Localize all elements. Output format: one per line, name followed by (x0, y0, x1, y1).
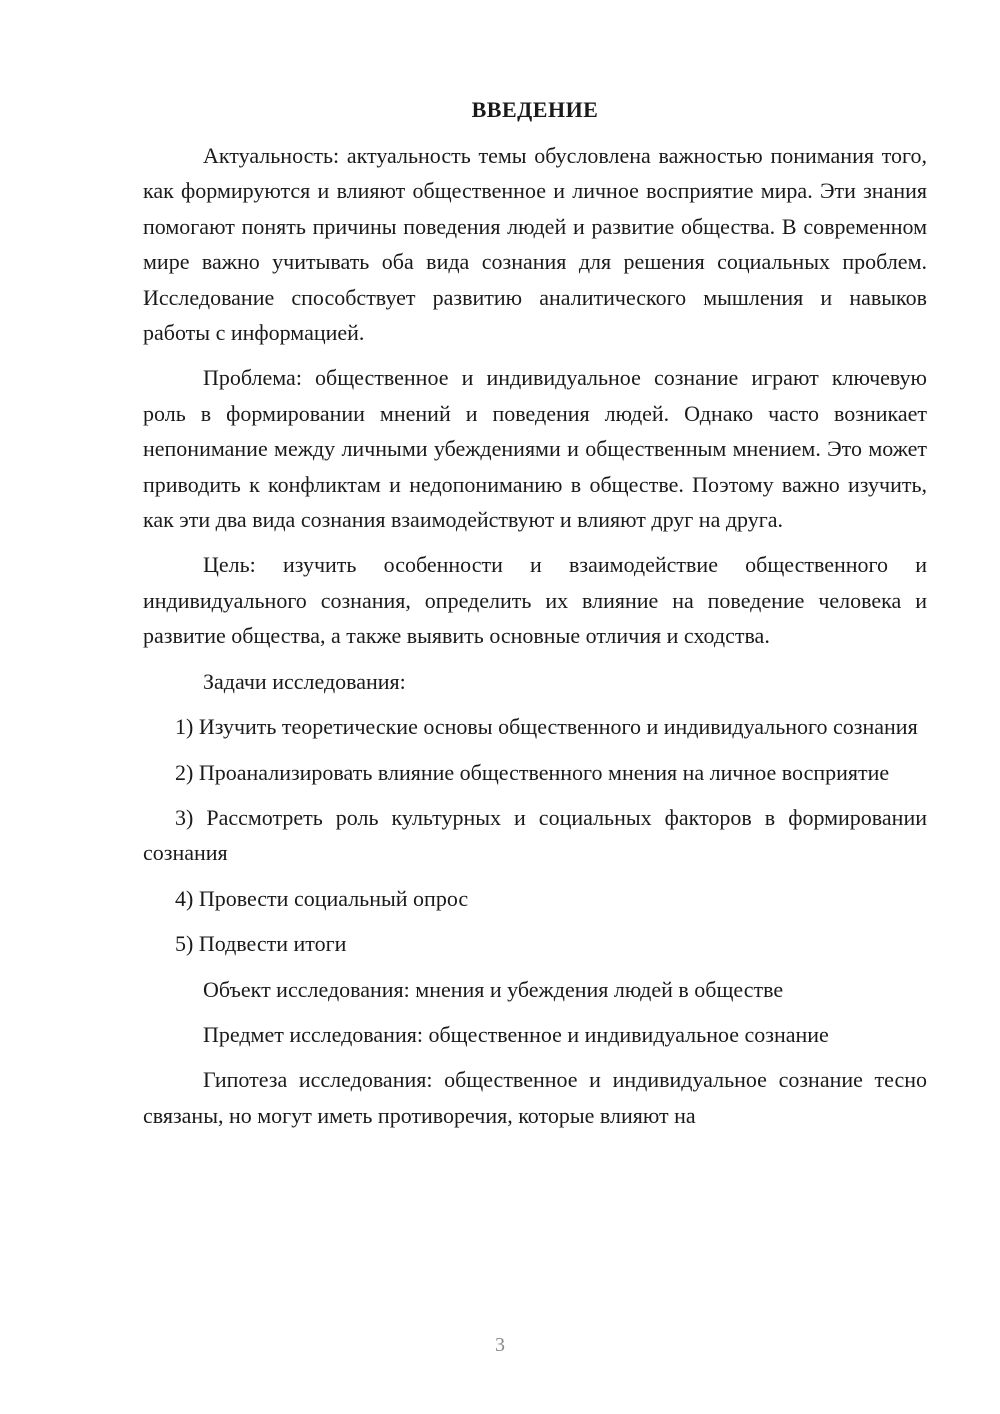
task-item-5: 5) Подвести итоги (175, 931, 347, 957)
section-title: ВВЕДЕНИЕ (471, 97, 599, 122)
tasks-heading: Задачи исследования: (203, 668, 406, 694)
task-item-3: 3) Рассмотреть роль культурных и социальных факторов в формировании сознания (143, 804, 927, 866)
task-item-1: 1) Изучить теоретические основы общественного и индивидуального сознания (175, 714, 918, 740)
task-item-4: 4) Провести социальный опрос (175, 885, 469, 911)
page-number: 3 (495, 1334, 505, 1356)
research-hypothesis: Гипотеза исследования: общественное и индивидуальное сознание тесно связаны, но могут иметь противоречия, которые влияют на (143, 1067, 927, 1128)
paragraph-problem: Проблема: общественное и индивидуальное сознание играют ключевую роль в формировании мнений и поведения людей. Однако часто возникает непонимание между личными убеждениями и общественным мнением. Это может приводить к конфликтам и недопониманию в обществе. Поэтому важно изучить, как эти два вида сознания взаимодействуют и влияют друг на друга. (143, 365, 927, 533)
paragraph-goal: Цель: изучить особенности и взаимодействие общественного и индивидуального сознания, определить их влияние на поведение человека и развитие общества, а также выявить основные отличия и сходства. (143, 552, 927, 649)
document-body (143, 92, 927, 1133)
paragraph-relevance: Актуальность: актуальность темы обусловлена важностью понимания того, как формируются и влияют общественное и личное восприятие мира. Эти знания помогают понять причины поведения людей и развитие общества. В современном мире важно учитывать оба вида сознания для решения социальных проблем. Исследование способствует развитию аналитического мышления и навыков работы с информацией. (143, 143, 927, 346)
research-object: Объект исследования: мнения и убеждения людей в обществе (203, 976, 784, 1002)
task-item-2: 2) Проанализировать влияние общественного мнения на личное восприятие (175, 759, 890, 785)
research-subject: Предмет исследования: общественное и индивидуальное сознание (203, 1021, 829, 1047)
